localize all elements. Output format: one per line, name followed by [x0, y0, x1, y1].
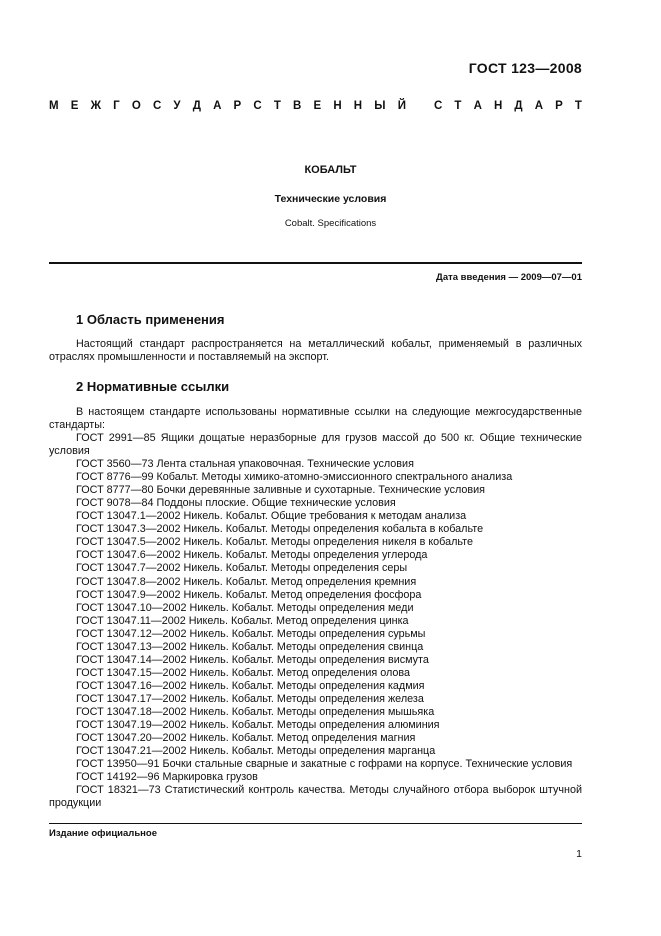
reference-text: ГОСТ 13047.6—2002 Никель. Кобальт. Методы определения углерода [76, 549, 428, 562]
standard-type-letter: А [213, 100, 222, 112]
standard-type-letter: С [253, 100, 262, 112]
english-title: Cobalt. Specifications [284, 218, 377, 229]
reference-text: ГОСТ 13047.14—2002 Никель. Кобальт. Методы определения висмута [76, 653, 429, 666]
standard-type-letter: Н [493, 100, 503, 112]
section-1-heading: 1 Область применения [76, 312, 225, 327]
standard-type-letter: Т [454, 100, 462, 112]
official-edition-label: Издание официальное [49, 828, 157, 839]
standard-type-letter: Г [113, 100, 120, 112]
section-2-heading: 2 Нормативные ссылки [76, 379, 230, 394]
reference-item [49, 615, 582, 628]
reference-item [49, 784, 582, 810]
section-2-intro [49, 406, 582, 432]
standard-type-letter: С [152, 100, 162, 112]
reference-text: ГОСТ 13047.1—2002 Никель. Кобальт. Общие требования к методам анализа [76, 510, 467, 523]
reference-item [49, 523, 582, 536]
standard-type-letter: Й [397, 100, 406, 112]
reference-item [49, 654, 582, 667]
introduction-date: Дата введения — 2009—07—01 [436, 272, 582, 283]
standard-type-heading [49, 100, 582, 112]
reference-item [49, 536, 582, 549]
reference-item [49, 589, 582, 602]
reference-item [49, 719, 582, 732]
standard-type-letter: У [173, 100, 181, 112]
standard-type-letter: А [473, 100, 482, 112]
standard-type-letter: Р [555, 100, 563, 112]
standard-type-letter: Д [192, 100, 201, 112]
standard-type-letter: Е [313, 100, 322, 112]
reference-text: ГОСТ 13047.16—2002 Никель. Кобальт. Методы определения кадмия [76, 679, 425, 692]
reference-text: ГОСТ 13047.9—2002 Никель. Кобальт. Метод определения фосфора [76, 588, 422, 601]
standard-type-letter: Т [273, 100, 281, 112]
reference-text: ГОСТ 13047.15—2002 Никель. Кобальт. Метод определения олова [76, 666, 411, 679]
reference-item [49, 549, 582, 562]
reference-item [49, 706, 582, 719]
reference-item [49, 641, 582, 654]
section-1-text-content: Настоящий стандарт распространяется на металлический кобальт, применяемый в различных отраслях промышленности и поставляемый на экспорт. [49, 338, 582, 363]
reference-item [49, 484, 582, 497]
reference-text: ГОСТ 13950—91 Бочки стальные сварные и закатные с гофрами на корпусе. Технические условия [76, 758, 573, 771]
reference-text: ГОСТ 13047.3—2002 Никель. Кобальт. Методы определения кобальта в кобальте [76, 523, 484, 536]
reference-item [49, 680, 582, 693]
footer-divider [49, 823, 582, 824]
reference-text: ГОСТ 13047.17—2002 Никель. Кобальт. Методы определения железа [76, 692, 424, 705]
standard-type-letter: Е [70, 100, 79, 112]
reference-item [49, 497, 582, 510]
reference-text: ГОСТ 2991—85 Ящики дощатые неразборные для грузов массой до 500 кг. Общие технические условия [49, 432, 582, 458]
reference-text: ГОСТ 9078—84 Поддоны плоские. Общие технические условия [76, 497, 396, 510]
standard-type-letter: Т [574, 100, 582, 112]
reference-text: ГОСТ 13047.8—2002 Никель. Кобальт. Метод определения кремния [76, 575, 417, 588]
reference-item [49, 667, 582, 680]
standard-type-letter: М [49, 100, 59, 112]
standard-type-letter: А [534, 100, 544, 112]
standard-type-letter: Ы [374, 100, 386, 112]
reference-text: ГОСТ 13047.12—2002 Никель. Кобальт. Методы определения сурьмы [76, 627, 426, 640]
standard-type-letter: Ж [90, 100, 101, 112]
reference-text: ГОСТ 13047.19—2002 Никель. Кобальт. Методы определения алюминия [76, 719, 440, 732]
document-title: КОБАЛЬТ [304, 164, 357, 176]
document-number: ГОСТ 123—2008 [468, 60, 582, 76]
reference-item [49, 771, 582, 784]
reference-text: ГОСТ 13047.21—2002 Никель. Кобальт. Методы определения марганца [76, 745, 436, 758]
standard-type-letter: С [434, 100, 443, 112]
section-1-text [49, 338, 582, 364]
reference-text: ГОСТ 13047.5—2002 Никель. Кобальт. Методы определения никеля в кобальте [76, 536, 474, 549]
section-2-intro-content: В настоящем стандарте использованы нормативные ссылки на следующие межгосударственные стандарты: [49, 406, 582, 431]
reference-item [49, 693, 582, 706]
reference-item [49, 602, 582, 615]
header-divider [49, 262, 582, 264]
reference-text: ГОСТ 13047.13—2002 Никель. Кобальт. Методы определения свинца [76, 640, 424, 653]
standard-type-letter: В [293, 100, 302, 112]
standard-type-letter: Р [233, 100, 242, 112]
standard-type-word-2 [434, 100, 582, 112]
reference-text: ГОСТ 18321—73 Статистический контроль качества. Методы случайного отбора выборок штучной продукции [49, 784, 582, 810]
page-number: 1 [576, 848, 582, 860]
reference-text: ГОСТ 14192—96 Маркировка грузов [76, 771, 258, 784]
reference-item [49, 745, 582, 758]
document-subtitle: Технические условия [274, 193, 387, 205]
reference-item [49, 510, 582, 523]
standard-type-word-1 [49, 100, 406, 112]
reference-text: ГОСТ 8776—99 Кобальт. Методы химико-атомно-эмиссионного спектрального анализа [76, 471, 513, 484]
reference-item [49, 576, 582, 589]
reference-text: ГОСТ 13047.10—2002 Никель. Кобальт. Методы определения меди [76, 601, 414, 614]
reference-text: ГОСТ 3560—73 Лента стальная упаковочная. Технические условия [76, 458, 414, 471]
reference-item [49, 432, 582, 458]
standard-type-letter: Н [333, 100, 342, 112]
reference-text: ГОСТ 13047.11—2002 Никель. Кобальт. Метод определения цинка [76, 614, 409, 627]
reference-text: ГОСТ 13047.7—2002 Никель. Кобальт. Методы определения серы [76, 562, 408, 575]
reference-item [49, 628, 582, 641]
reference-text: ГОСТ 13047.18—2002 Никель. Кобальт. Методы определения мышьяка [76, 705, 435, 718]
standard-type-letter: Д [514, 100, 523, 112]
reference-list [49, 432, 582, 810]
reference-item [49, 758, 582, 771]
reference-item [49, 562, 582, 575]
standard-type-letter: О [131, 100, 141, 112]
reference-item [49, 732, 582, 745]
reference-text: ГОСТ 13047.20—2002 Никель. Кобальт. Метод определения магния [76, 732, 416, 745]
reference-text: ГОСТ 8777—80 Бочки деревянные заливные и сухотарные. Технические условия [76, 484, 486, 497]
reference-item [49, 471, 582, 484]
standard-type-letter: Н [353, 100, 363, 112]
reference-item [49, 458, 582, 471]
